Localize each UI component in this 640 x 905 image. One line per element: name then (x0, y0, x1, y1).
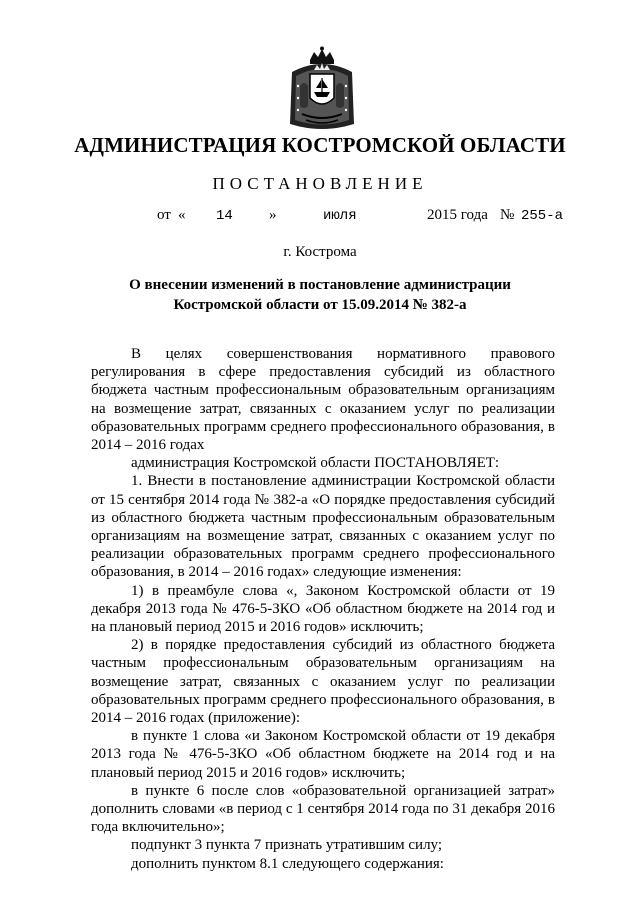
document-type: ПОСТАНОВЛЕНИЕ (212, 174, 428, 193)
city-name: г. Кострома (283, 244, 357, 260)
paragraph-subitem-1: 1) в преамбуле слова «, Законом Костромской области от 19 декабря 2013 года № 476-5-ЗКО «Об областном бюджете на 2014 год и на плановый период 2015 и 2016 годов» исключить; (91, 582, 555, 636)
date-day: 14 (216, 208, 233, 224)
paragraph-resolves: администрация Костромской области ПОСТАНОВЛЯЕТ: (131, 455, 500, 472)
date-from-label: от (157, 207, 171, 223)
paragraph-point-8-1: дополнить пунктом 8.1 следующего содержания: (131, 855, 444, 872)
paragraph-preamble: В целях совершенствования нормативного правового регулирования в сфере предоставления субсидий из областного бюджета частным профессиональным образовательным организациям на возмещение затрат, связанных с оказанием услуг по реализации образовательных программ среднего профессионального образования, в 2014 – 2016 годах (91, 346, 555, 454)
date-month: июля (323, 208, 357, 224)
organization-name: АДМИНИСТРАЦИЯ КОСТРОМСКОЙ ОБЛАСТИ (74, 133, 566, 157)
number-sign: № (500, 207, 515, 223)
subject-line-1: О внесении изменений в постановление администрации (129, 277, 511, 293)
paragraph-subitem-2: 2) в порядке предоставления субсидий из областного бюджета частным профессиональным образовательным организациям на возмещение затрат, связанных с оказанием услуг по реализации образовательных программ среднего профессионального образования, в 2014 – 2016 годах (приложение): (91, 637, 555, 727)
coat-of-arms-icon (284, 46, 360, 132)
paragraph-item-1: 1. Внести в постановление администрации Костромской области от 15 сентября 2014 года № 382-а «О порядке предоставления субсидий из областного бюджета частным профессиональным образовательным организациям на возмещение затрат, связанных с оказанием услуг по реализации образовательных программ среднего профессионального образования, в 2014 – 2016 годах» следующие изменения: (91, 473, 555, 581)
paragraph-point-1: в пункте 1 слова «и Законом Костромской области от 19 декабря 2013 года № 476-5-ЗКО «Об областном бюджете на 2014 год и на плановый период 2015 и 2016 годов» исключить; (91, 728, 555, 781)
document-number: 255-а (521, 208, 564, 224)
paragraph-point-6: в пункте 6 после слов «образовательной организацией затрат» дополнить словами «в период с 1 сентября 2014 года по 31 декабря 2016 года включительно»; (91, 782, 555, 836)
dateline (0, 207, 640, 229)
date-close-quote: » (269, 207, 277, 223)
paragraph-point-7: подпункт 3 пункта 7 признать утратившим силу; (131, 837, 443, 854)
date-year: 2015 года (427, 207, 488, 223)
document-subject (0, 275, 640, 315)
document-body (91, 345, 555, 873)
date-open-quote: « (178, 207, 186, 223)
subject-line-2: Костромской области от 15.09.2014 № 382-а (173, 297, 467, 313)
